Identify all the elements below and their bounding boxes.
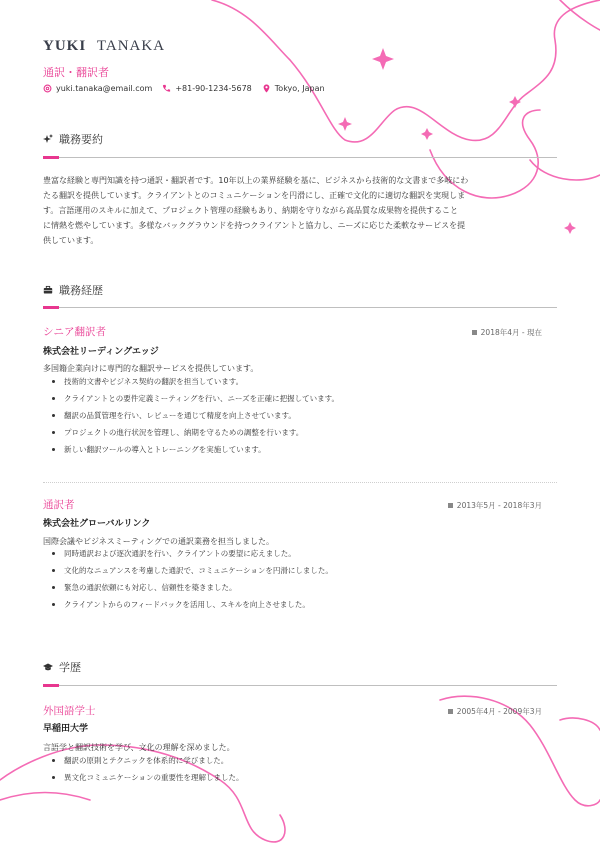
education-description: 言語学と翻訳技術を学び、文化の理解を深めました。 bbox=[43, 743, 235, 752]
last-name: TANAKA bbox=[96, 38, 166, 54]
phone-text: +81-90-1234-5678 bbox=[175, 84, 252, 93]
list-item: 技術的文書やビジネス契約の翻訳を担当しています。 bbox=[52, 373, 339, 390]
list-item: 翻訳の原則とテクニックを体系的に学びました。 bbox=[52, 752, 244, 769]
list-item: 文化的なニュアンスを考慮した通訳で、コミュニケーションを円滑にしました。 bbox=[52, 562, 333, 579]
list-item: 異文化コミュニケーションの重要性を理解しました。 bbox=[52, 769, 244, 786]
divider-accent bbox=[43, 156, 59, 159]
education-date bbox=[448, 706, 542, 717]
list-item: プロジェクトの進行状況を管理し、納期を守るための調整を行います。 bbox=[52, 424, 339, 441]
education-date-text: 2005年4月 - 2009年3月 bbox=[456, 707, 542, 716]
contact-location bbox=[262, 84, 325, 93]
list-item: クライアントからのフィードバックを活用し、スキルを向上させました。 bbox=[52, 596, 333, 613]
at-icon bbox=[43, 84, 52, 93]
job-date bbox=[472, 327, 542, 338]
calendar-icon bbox=[448, 503, 453, 508]
education-heading bbox=[43, 659, 81, 675]
first-name: YUKI bbox=[43, 38, 87, 54]
list-item: 翻訳の品質管理を行い、レビューを通じて精度を向上させています。 bbox=[52, 407, 339, 424]
education-heading-text: 学歴 bbox=[59, 661, 81, 674]
contact-email[interactable] bbox=[43, 84, 152, 93]
calendar-icon bbox=[448, 709, 453, 714]
job-date-text: 2018年4月 - 現在 bbox=[480, 328, 542, 337]
school-name: 早稲田大学 bbox=[43, 724, 89, 734]
company-name: 株式会社リーディングエッジ bbox=[43, 347, 159, 357]
sparkle-icon bbox=[43, 134, 53, 144]
location-text: Tokyo, Japan bbox=[274, 84, 325, 93]
list-item: 緊急の通訳依頼にも対応し、信頼性を築きました。 bbox=[52, 579, 333, 596]
education-bullets bbox=[52, 752, 244, 786]
list-item: 同時通訳および逐次通訳を行い、クライアントの要望に応えました。 bbox=[52, 545, 333, 562]
summary-line: 豊富な経験と専門知識を持つ通訳・翻訳者です。10年以上の業界経験を基に、ビジネスから技術的な文書まで多岐にわ bbox=[43, 176, 469, 185]
summary-line: に情熱を燃やしています。多様なバックグラウンドを持つクライアントと協力し、ニーズに応じた柔軟なサービスを提 bbox=[43, 221, 466, 230]
company-name: 株式会社グローバルリンク bbox=[43, 519, 151, 529]
contact-row bbox=[43, 84, 325, 93]
summary-text bbox=[43, 173, 557, 248]
experience-heading bbox=[43, 282, 103, 298]
job-title: シニア翻訳者 bbox=[43, 326, 106, 338]
graduation-cap-icon bbox=[43, 662, 53, 672]
experience-divider bbox=[43, 307, 557, 308]
job-bullets bbox=[52, 545, 333, 613]
degree-title: 外国語学士 bbox=[43, 705, 96, 717]
job-description: 多国籍企業向けに専門的な翻訳サービスを提供しています。 bbox=[43, 364, 259, 373]
briefcase-icon bbox=[43, 285, 53, 295]
summary-heading-text: 職務要約 bbox=[59, 133, 103, 146]
divider-accent bbox=[43, 684, 59, 687]
contact-phone[interactable] bbox=[162, 84, 251, 93]
calendar-icon bbox=[472, 330, 477, 335]
job-date-text: 2013年5月 - 2018年3月 bbox=[456, 501, 542, 510]
email-text: yuki.tanaka@email.com bbox=[56, 84, 153, 93]
summary-line: たる翻訳を提供しています。クライアントとのコミュニケーションを円滑にし、正確で文化的に適切な翻訳を実現しま bbox=[43, 191, 466, 200]
job-separator bbox=[43, 482, 557, 483]
phone-icon bbox=[162, 84, 171, 93]
summary-line: 供しています。 bbox=[43, 236, 99, 245]
map-pin-icon bbox=[262, 84, 271, 93]
job-title: 通訳者 bbox=[43, 499, 75, 511]
job-bullets bbox=[52, 373, 339, 458]
job-date bbox=[448, 500, 542, 511]
job-headline: 通訳・翻訳者 bbox=[43, 66, 109, 79]
summary-line: す。言語運用のスキルに加えて、プロジェクト管理の経験もあり、納期を守りながら高品質な成果物を提供すること bbox=[43, 206, 458, 215]
education-divider bbox=[43, 685, 557, 686]
summary-divider bbox=[43, 157, 557, 158]
divider-accent bbox=[43, 306, 59, 309]
summary-heading bbox=[43, 131, 103, 147]
candidate-name bbox=[43, 38, 165, 55]
job-description: 国際会議やビジネスミーティングでの通訳業務を担当しました。 bbox=[43, 537, 274, 546]
experience-heading-text: 職務経歴 bbox=[59, 284, 103, 297]
list-item: 新しい翻訳ツールの導入とトレーニングを実施しています。 bbox=[52, 441, 339, 458]
list-item: クライアントとの要件定義ミーティングを行い、ニーズを正確に把握しています。 bbox=[52, 390, 339, 407]
